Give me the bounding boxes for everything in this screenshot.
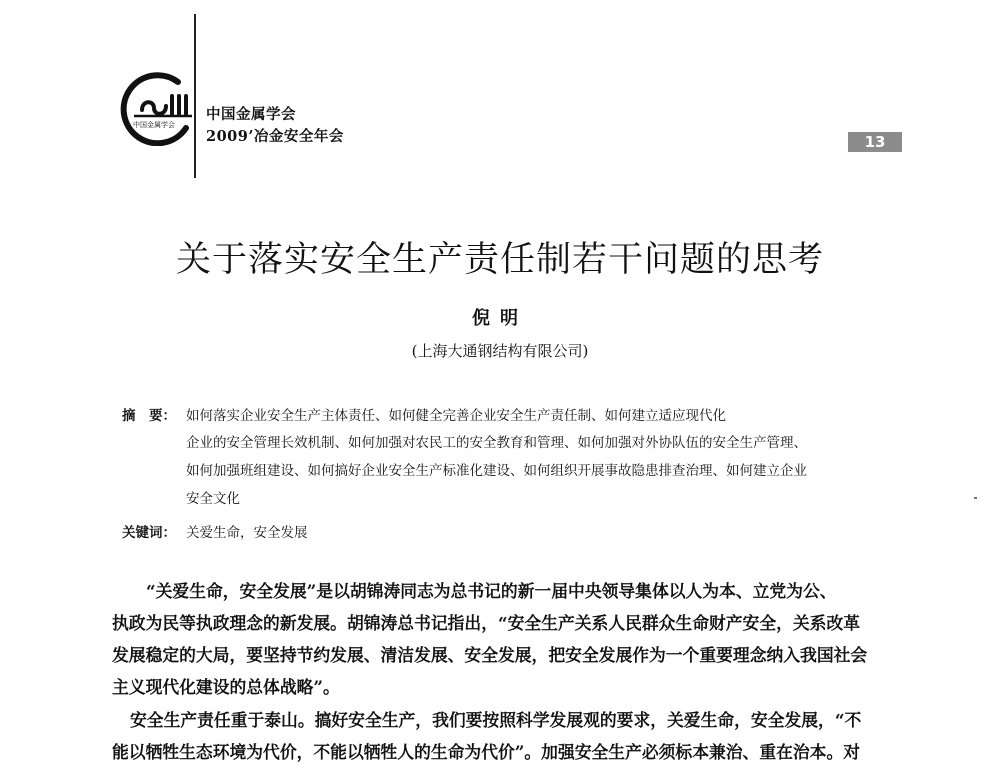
keywords-label: 关键词： bbox=[122, 525, 176, 541]
org-name: 中国金属学会 bbox=[206, 106, 296, 123]
author-name: 倪明 bbox=[472, 308, 528, 329]
abstract-line: 如何落实企业安全生产主体责任、如何健全完善企业安全生产责任制、如何建立适应现代化 bbox=[186, 408, 726, 424]
body-line: 能以牺牲生态环境为代价，不能以牺牲人的生命为代价”。加强安全生产必须标本兼治、重在治本。对 bbox=[112, 742, 861, 762]
conference-name: 2009’冶金安全年会 bbox=[206, 128, 344, 145]
conference-info bbox=[206, 104, 344, 148]
body-line: 主义现代化建设的总体战略”。 bbox=[112, 677, 340, 697]
header-divider bbox=[194, 14, 196, 178]
body-line: 发展稳定的大局，要坚持节约发展、清洁发展、安全发展，把安全发展作为一个重要理念纳入我国社会 bbox=[112, 645, 868, 665]
body-line: 安全生产责任重于泰山。搞好安全生产，我们要按照科学发展观的要求，关爱生命，安全发展，“不 bbox=[130, 710, 862, 730]
article-title: 关于落实安全生产责任制若干问题的思考 bbox=[175, 240, 824, 280]
keywords: 关爱生命，安全发展 bbox=[186, 525, 308, 541]
page-number-badge: 13 bbox=[848, 132, 902, 152]
author-affiliation: (上海大通钢结构有限公司) bbox=[411, 342, 589, 360]
abstract-line: 如何加强班组建设、如何搞好企业安全生产标准化建设、如何组织开展事故隐患排查治理、如何建立企业 bbox=[186, 463, 807, 479]
csm-logo-icon bbox=[116, 70, 194, 146]
logo-caption: 中国金属学会 bbox=[133, 121, 175, 129]
body-line: “关爱生命，安全发展”是以胡锦涛同志为总书记的新一届中央领导集体以人为本、立党为公、 bbox=[146, 581, 837, 601]
scan-speck bbox=[974, 497, 977, 499]
abstract-line: 安全文化 bbox=[186, 491, 240, 507]
body-line: 执政为民等执政理念的新发展。胡锦涛总书记指出，“安全生产关系人民群众生命财产安全，关系改革 bbox=[112, 613, 861, 633]
abstract-line: 企业的安全管理长效机制、如何加强对农民工的安全教育和管理、如何加强对外协队伍的安全生产管理、 bbox=[186, 435, 807, 451]
abstract-label: 摘 要： bbox=[122, 408, 176, 424]
